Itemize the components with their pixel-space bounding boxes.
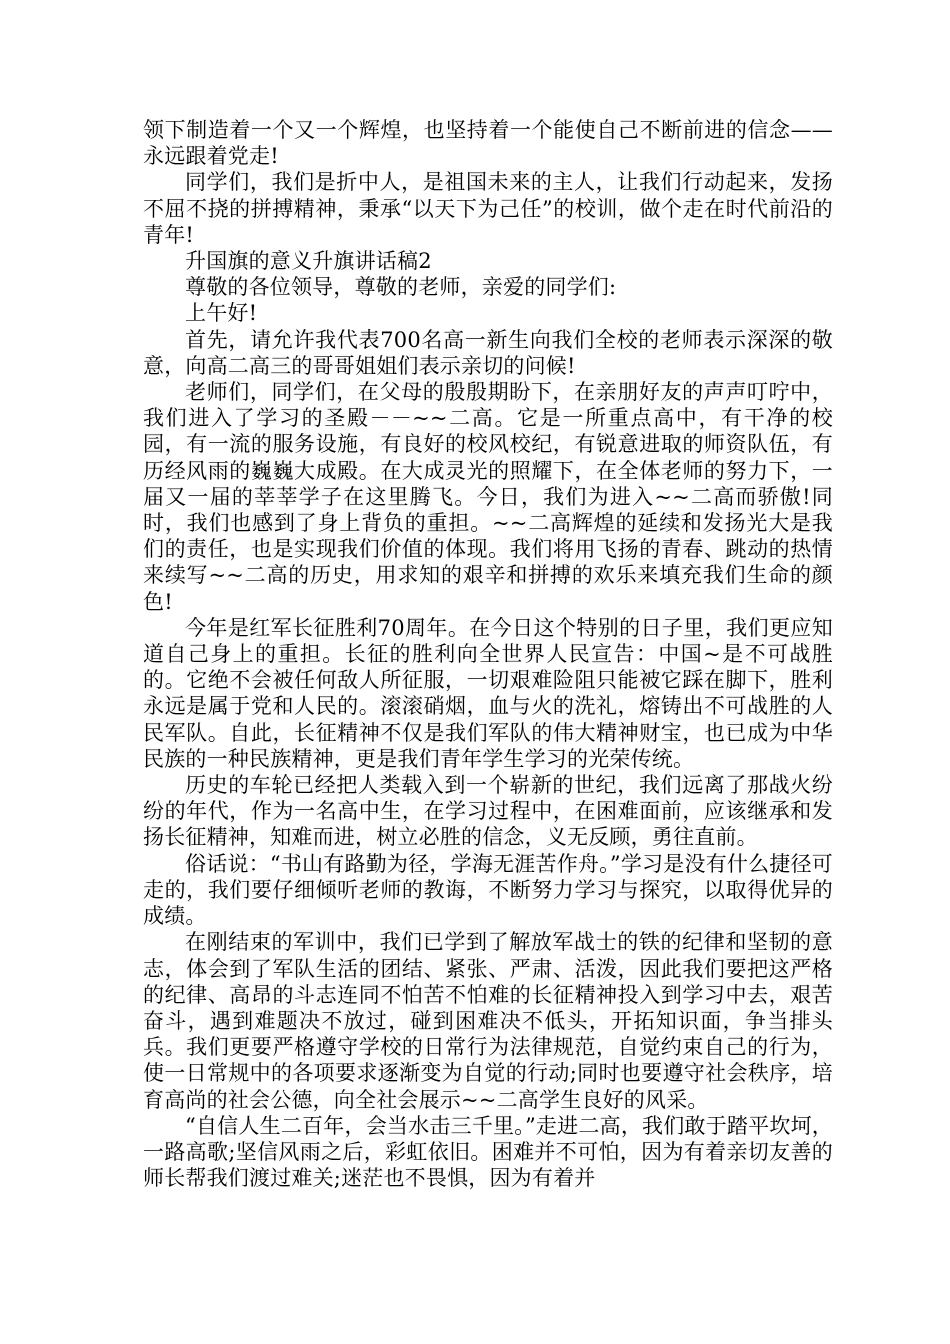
paragraph-long-march: 今年是红军长征胜利70周年。在今日这个特别的日子里，我们更应知道自己身上的重担。长征的胜利向全世界人民宣告：中国~是不可战胜的。它绝不会被任何敌人所征服，一切艰难险阻只能被它踩在脚下，胜利永远是属于党和人民的。滚滚硝烟，血与火的洗礼，熔铸出不可战胜的人民军队。自此，长征精神不仅是我们军队的伟大精神财宝，也已成为中华民族的一种民族精神，更是我们青年学生学习的光荣传统。 [143,615,833,771]
paragraph-military-training: 在刚结束的军训中，我们已学到了解放军战士的铁的纪律和坚韧的意志，体会到了军队生活的团结、紧张、严肃、活泼，因此我们要把这严格的纪律、高昂的斗志连同不怕苦不怕难的长征精神投入到学习中去，艰苦奋斗，遇到难题决不放过，碰到困难决不低头，开拓知识面，争当排头兵。我们更要严格遵守学校的日常行为法律规范，自觉约束自己的行为，使一日常规中的各项要求逐渐变为自觉的行动;同时也要遵守社会秩序，培育高尚的社会公德，向全社会展示~~二高学生良好的风采。 [143,930,833,1112]
document-page [143,117,833,1191]
paragraph-school: 老师们，同学们，在父母的殷殷期盼下，在亲朋好友的声声叮咛中，我们进入了学习的圣殿－－~~二高。它是一所重点高中，有干净的校园，有一流的服务设施，有良好的校风校纪，有锐意进取的师资队伍，有历经风雨的巍巍大成殿。在大成灵光的照耀下，在全体老师的努力下，一届又一届的莘莘学子在这里腾飞。今日，我们为进入~~二高而骄傲!同时，我们也感到了身上背负的重担。~~二高辉煌的延续和发扬光大是我们的责任，也是实现我们价值的体现。我们将用飞扬的青春、跳动的热情来续写~~二高的历史，用求知的艰辛和拼搏的欢乐来填充我们生命的颜色! [143,380,833,614]
paragraph-closing-call: 同学们，我们是折中人，是祖国未来的主人，让我们行动起来，发扬不屈不挠的拼搏精神，秉承“以天下为己任”的校训，做个走在时代前沿的青年! [143,170,833,247]
greeting: 上午好! [185,301,258,326]
salutation: 尊敬的各位领导，尊敬的老师，亲爱的同学们: [185,275,617,300]
paragraph-continuation: 领下制造着一个又一个辉煌，也坚持着一个能使自己不断前进的信念——永远跟着党走! [143,118,833,169]
paragraph-history: 历史的车轮已经把人类载入到一个崭新的世纪，我们远离了那战火纷纷的年代，作为一名高中生，在学习过程中，在困难面前，应该继承和发扬长征精神，知难而进，树立必胜的信念，义无反顾，勇往直前。 [143,773,833,850]
paragraph-introduction: 首先，请允许我代表700名高一新生向我们全校的老师表示深深的敬意，向高二高三的哥哥姐姐们表示亲切的问候! [143,327,833,378]
paragraph-confidence: “自信人生二百年，会当水击三千里。”走进二高，我们敢于踏平坎坷，一路高歌;坚信风雨之后，彩虹依旧。困难并不可怕，因为有着亲切友善的师长帮我们渡过难关;迷茫也不畏惧，因为有着并 [143,1113,833,1191]
paragraph-proverb: 俗话说：“书山有路勤为径，学海无涯苦作舟。”学习是没有什么捷径可走的，我们要仔细倾听老师的教诲，不断努力学习与探究，以取得优异的成绩。 [143,851,833,929]
speech-title: 升国旗的意义升旗讲话稿2 [185,249,432,274]
